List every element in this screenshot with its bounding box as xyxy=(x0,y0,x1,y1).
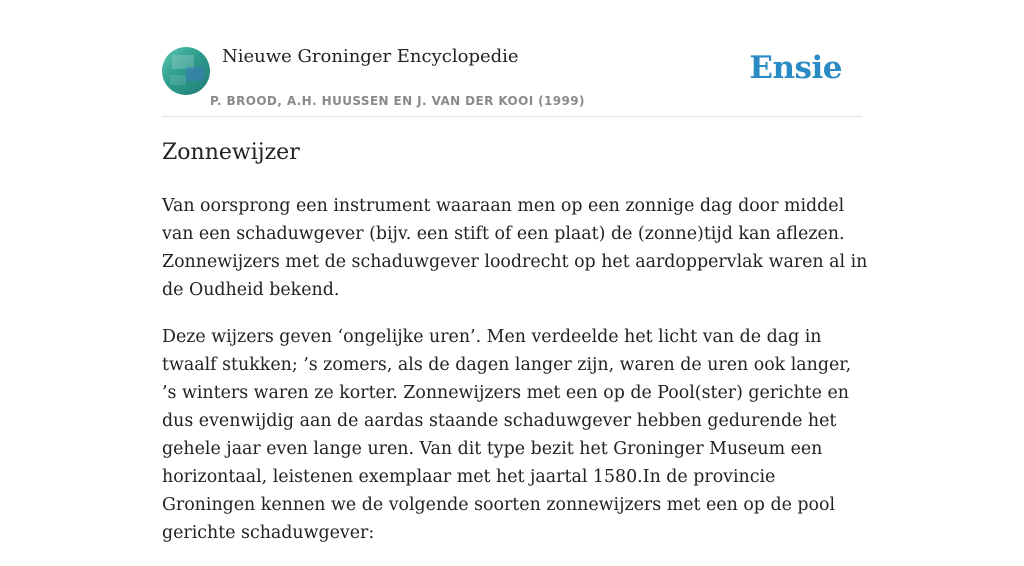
publication-title[interactable]: Nieuwe Groninger Encyclopedie xyxy=(222,46,519,67)
article-title: Zonnewijzer xyxy=(162,140,300,165)
brand-logo[interactable]: Ensie xyxy=(749,50,842,86)
publication-header xyxy=(162,40,862,117)
avatar-pattern xyxy=(186,67,204,81)
article-paragraph: Deze wijzers geven ‘ongelijke uren’. Men verdeelde het licht van de dag in twaalf stukken; ’s zomers, als de dagen langer zijn, waren de uren ook langer, ’s winters waren ze korter. Zonnewijzers met een op de Pool(ster) gerichte en dus evenwijdig aan de aardas staande schaduwgever hebben gedurende het gehele jaar even lange uren. Van dit type bezit het Groninger Museum een horizontaal, leistenen exemplaar met het jaartal 1580.In de provincie Groningen kennen we de volgende soorten zonnewijzers met een op de pool gerichte schaduwgever: xyxy=(162,327,852,543)
avatar-pattern xyxy=(170,75,186,85)
publication-avatar[interactable] xyxy=(162,47,210,95)
article-paragraph: Van oorsprong een instrument waaraan men op een zonnige dag door middel van een schaduwgever (bijv. een stift of een plaat) de (zonne)tijd kan aflezen. Zonnewijzers met de schaduwgever loodrecht op het aardoppervlak waren al in de Oudheid bekend. xyxy=(162,196,868,300)
publication-authors: P. BROOD, A.H. HUUSSEN EN J. VAN DER KOOI (1999) xyxy=(210,94,585,108)
article-body xyxy=(162,192,868,566)
